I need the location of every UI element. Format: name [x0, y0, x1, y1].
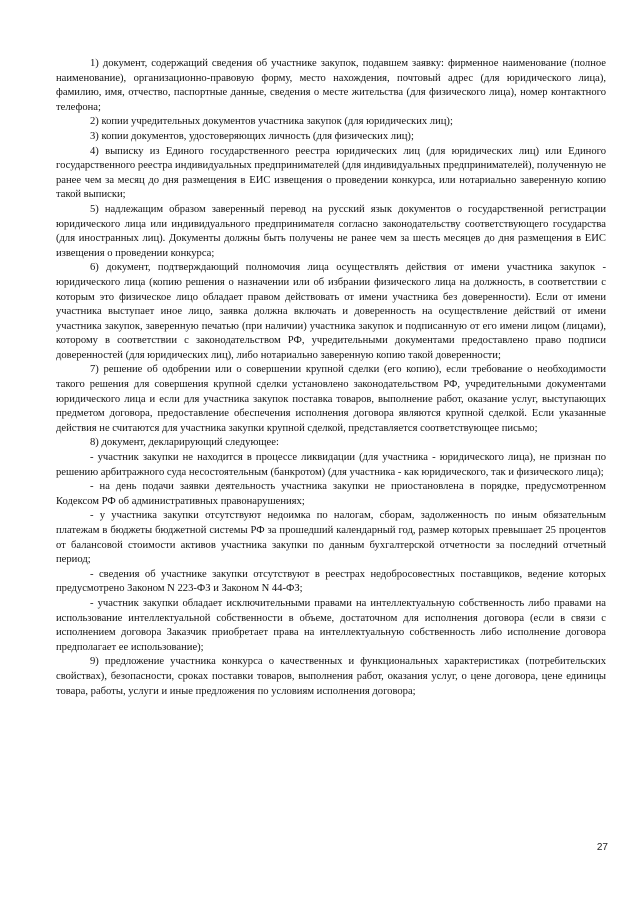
paragraph-1: 1) документ, содержащий сведения об участнике закупок, подавшем заявку: фирменное наименование (полное наименование), организационно-правовую форму, место нахождения, почтовый адрес (для юридического лица), фамилию, имя, отчество, паспортные данные, сведения о месте жительства (для физического лица), номер контактного телефона; [56, 58, 606, 113]
paragraph-9: 9) предложение участника конкурса о качественных и функциональных характеристиках (потребительских свойствах), безопасности, сроках поставки товаров, выполнения работ, оказания услуг, о цене договора, цене единицы товара, работы, услуги и иные предложения по условиям исполнения договора; [56, 656, 606, 697]
paragraph-4: 4) выписку из Единого государственного реестра юридических лиц (для юридических лиц) или Единого государственного реестра индивидуальных предпринимателей (для индивидуальных предпринимателей), полученную не ранее чем за месяц до дня размещения в ЕИС извещения о проведении конкурса, или нотариально заверенную копию такой выписки; [56, 145, 606, 201]
paragraph-3: 3) копии документов, удостоверяющих личность (для физических лиц); [90, 130, 414, 142]
paragraph-2: 2) копии учредительных документов участника закупок (для юридических лиц); [90, 116, 453, 128]
paragraph-8: 8) документ, декларирующий следующее: [90, 437, 279, 449]
paragraph-6: 6) документ, подтверждающий полномочия лица осуществлять действия от имени участника закупок - юридического лица (копию решения о назначении или об избрании физического лица на должность, в соответствии с которым это физическое лицо обладает правом действовать от имени участника без доверенности). Если от имени участника выступает иное лицо, заявка должна включать и доверенность на осуществление действий от имени участника закупок, заверенную печатью (при наличии) участника закупок и подписанную от его имени лицом (лицами), которому в соответствии с законодательством РФ, учредительными документами предоставлено право подписи доверенностей (для юридических лиц), либо нотариально заверенную копию такой доверенности; [56, 262, 606, 361]
document-body [56, 57, 606, 699]
paragraph-7: 7) решение об одобрении или о совершении крупной сделки (его копию), если требование о необходимости такого решения для совершения крупной сделки установлено законодательством РФ, учредительными документами юридического лица и если для участника закупок поставка товаров, выполнение работ, оказание услуг, выступающих предметом договора, предоставление обеспечения исполнения договора являются крупной сделкой. Если указанные действия не считаются для участника закупки крупной сделкой, представляется соответствующее письмо; [56, 364, 606, 434]
paragraph-8-item-2: - на день подачи заявки деятельность участника закупки не приостановлена в порядке, предусмотренном Кодексом РФ об административных правонарушениях; [56, 481, 606, 507]
paragraph-8-item-1: - участник закупки не находится в процессе ликвидации (для участника - юридического лица), не признан по решению арбитражного суда несостоятельным (банкротом) (для участника - как юридического, так и физического лица); [56, 452, 606, 478]
page-number: 27 [596, 842, 608, 853]
paragraph-5: 5) надлежащим образом заверенный перевод на русский язык документов о государственной регистрации юридического лица или индивидуального предпринимателя согласно законодательству соответствующего государства (для иностранных лиц). Документы должны быть получены не ранее чем за шесть месяцев до дня размещения в ЕИС извещения о проведении конкурса; [56, 203, 606, 259]
paragraph-8-item-5: - участник закупки обладает исключительными правами на интеллектуальную собственность либо правами на использование интеллектуальной собственности в объеме, достаточном для исполнения договора (если в связи с исполнением договора Заказчик приобретает права на интеллектуальную собственность либо исполнение договора предполагает ее использование); [56, 597, 606, 653]
paragraph-8-item-4: - сведения об участнике закупки отсутствуют в реестрах недобросовестных поставщиков, ведение которых предусмотрено Законом N 223-ФЗ и Законом N 44-ФЗ; [56, 568, 606, 595]
paragraph-8-item-3: - у участника закупки отсутствуют недоимка по налогам, сборам, задолженность по иным обязательным платежам в бюджеты бюджетной системы РФ за прошедший календарный год, размер которых превышает 25 процентов от балансовой стоимости активов участника закупки по данным бухгалтерской отчетности за последний отчетный период; [56, 510, 606, 566]
